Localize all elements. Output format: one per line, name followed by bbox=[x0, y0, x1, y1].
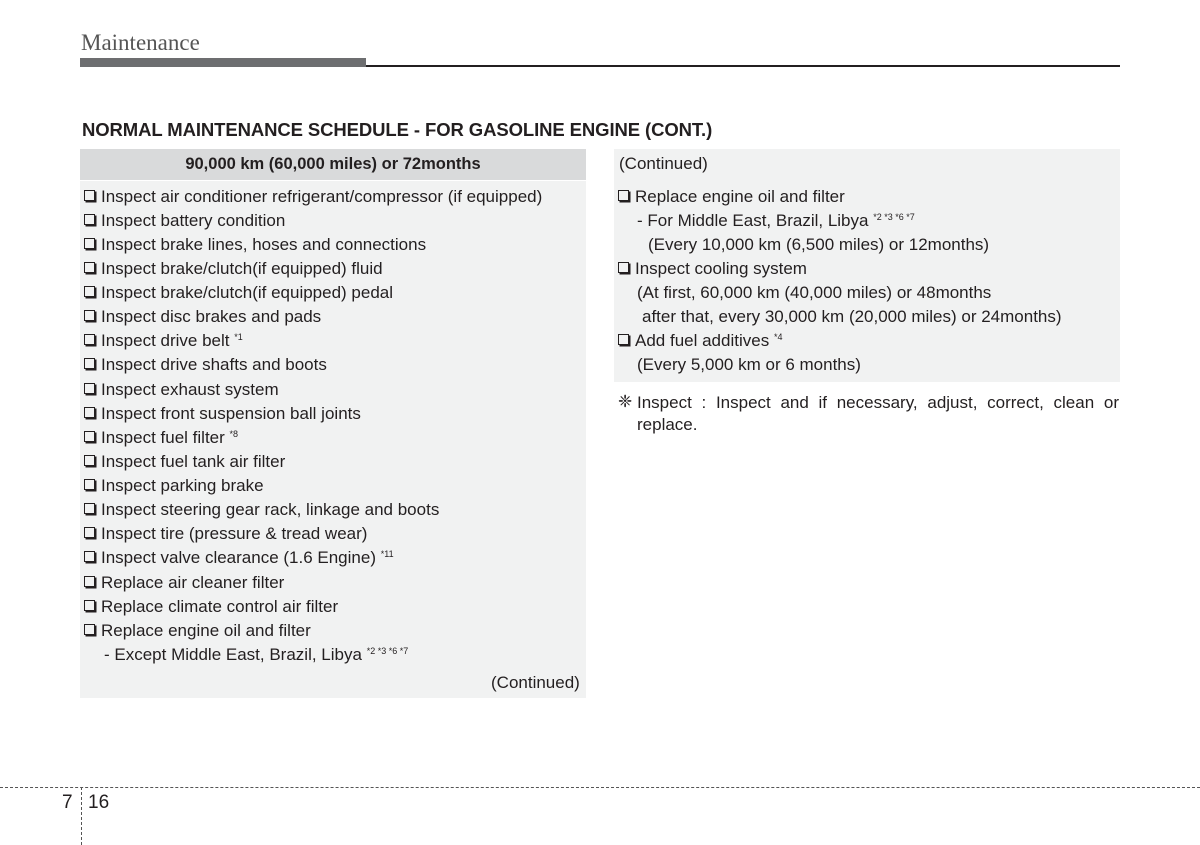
item-label: Add fuel additives bbox=[635, 331, 770, 350]
checkbox-icon bbox=[84, 431, 95, 442]
interval-text: (Every 10,000 km (6,500 miles) or 12months) bbox=[648, 235, 990, 254]
checkbox-icon bbox=[84, 383, 95, 394]
item-label: Inspect fuel tank air filter bbox=[101, 452, 286, 471]
interval-text: (Every 5,000 km or 6 months) bbox=[637, 355, 861, 374]
section-title: NORMAL MAINTENANCE SCHEDULE - FOR GASOLINE ENGINE (CONT.) bbox=[82, 119, 713, 140]
item-label: Inspect front suspension ball joints bbox=[101, 404, 361, 423]
checkbox-icon bbox=[84, 334, 95, 345]
list-item bbox=[82, 355, 327, 375]
page-number: 16 bbox=[88, 792, 110, 813]
item-label: Inspect brake/clutch(if equipped) pedal bbox=[101, 283, 394, 302]
header-rule-thick bbox=[80, 58, 366, 67]
list-item bbox=[82, 404, 361, 424]
list-sub-item bbox=[637, 211, 915, 231]
list-item bbox=[82, 548, 394, 568]
note-text: Inspect : Inspect and if necessary, adjust, correct, clean or replace. bbox=[637, 393, 1119, 434]
continued-label: (Continued) bbox=[491, 673, 580, 692]
footnote-ref: *2 *3 *6 *7 bbox=[873, 212, 915, 222]
list-item bbox=[82, 524, 367, 544]
list-item bbox=[82, 283, 393, 303]
chapter-number: 7 bbox=[62, 792, 73, 813]
list-item bbox=[82, 621, 311, 641]
checkbox-icon bbox=[84, 600, 95, 611]
note-symbol-icon: ❈ bbox=[618, 392, 633, 411]
item-label: Inspect drive belt bbox=[101, 331, 230, 350]
page-header-title: Maintenance bbox=[81, 30, 200, 55]
item-label: Inspect tire (pressure & tread wear) bbox=[101, 524, 368, 543]
item-label: Inspect cooling system bbox=[635, 259, 807, 278]
checkbox-icon bbox=[84, 503, 95, 514]
checkbox-icon bbox=[84, 527, 95, 538]
footer-divider bbox=[81, 787, 82, 845]
item-label: Inspect parking brake bbox=[101, 476, 264, 495]
list-item bbox=[82, 428, 238, 448]
checkbox-icon bbox=[84, 358, 95, 369]
checkbox-icon bbox=[84, 479, 95, 490]
checkbox-icon bbox=[618, 262, 629, 273]
checkbox-icon bbox=[84, 551, 95, 562]
item-label: Inspect drive shafts and boots bbox=[101, 355, 327, 374]
list-item bbox=[82, 187, 542, 207]
footnote-ref: *1 bbox=[234, 332, 243, 342]
list-item bbox=[82, 452, 285, 472]
list-item bbox=[82, 380, 279, 400]
list-item bbox=[82, 500, 439, 520]
footnote-ref: *11 bbox=[380, 549, 394, 559]
interval-text: after that, every 30,000 km (20,000 miles) or 24months) bbox=[642, 307, 1062, 326]
continued-heading: (Continued) bbox=[619, 154, 708, 173]
checkbox-icon bbox=[84, 214, 95, 225]
list-item bbox=[616, 331, 782, 351]
checkbox-icon bbox=[84, 286, 95, 297]
list-item bbox=[82, 573, 284, 593]
item-label: Replace climate control air filter bbox=[101, 597, 339, 616]
sub-item-label: - Except Middle East, Brazil, Libya bbox=[104, 645, 362, 664]
list-item bbox=[82, 331, 243, 351]
list-item bbox=[82, 476, 264, 496]
sub-item-label: - For Middle East, Brazil, Libya bbox=[637, 211, 869, 230]
checkbox-icon bbox=[84, 238, 95, 249]
checkbox-icon bbox=[618, 190, 629, 201]
checkbox-icon bbox=[84, 190, 95, 201]
footnote-ref: *2 *3 *6 *7 bbox=[366, 646, 409, 656]
list-item bbox=[82, 211, 285, 231]
list-item bbox=[82, 259, 383, 279]
item-label: Inspect valve clearance (1.6 Engine) bbox=[101, 548, 376, 567]
checkbox-icon bbox=[84, 310, 95, 321]
checkbox-icon bbox=[84, 624, 95, 635]
footer-rule bbox=[0, 787, 1200, 788]
footnote-ref: *8 bbox=[229, 429, 239, 439]
checkbox-icon bbox=[84, 576, 95, 587]
item-label: Replace engine oil and filter bbox=[101, 621, 311, 640]
item-label: Inspect steering gear rack, linkage and boots bbox=[101, 500, 440, 519]
item-label: Inspect fuel filter bbox=[101, 428, 225, 447]
checkbox-icon bbox=[84, 407, 95, 418]
list-item bbox=[82, 597, 338, 617]
footnote-ref: *4 bbox=[773, 332, 783, 342]
item-label: Replace air cleaner filter bbox=[101, 573, 285, 592]
list-sub-item bbox=[104, 645, 408, 665]
interval-heading: 90,000 km (60,000 miles) or 72months bbox=[80, 149, 586, 180]
item-label: Inspect exhaust system bbox=[101, 380, 279, 399]
checkbox-icon bbox=[618, 334, 629, 345]
checkbox-icon bbox=[84, 262, 95, 273]
item-label: Inspect battery condition bbox=[101, 211, 286, 230]
checkbox-icon bbox=[84, 455, 95, 466]
list-item bbox=[82, 235, 426, 255]
item-label: Inspect brake lines, hoses and connections bbox=[101, 235, 427, 254]
list-item bbox=[616, 187, 845, 207]
item-label: Replace engine oil and filter bbox=[635, 187, 845, 206]
item-label: Inspect disc brakes and pads bbox=[101, 307, 322, 326]
list-item bbox=[616, 259, 807, 279]
item-label: Inspect air conditioner refrigerant/compressor (if equipped) bbox=[101, 187, 543, 206]
header-rule-thin bbox=[366, 65, 1120, 67]
interval-text: (At first, 60,000 km (40,000 miles) or 48months bbox=[637, 283, 992, 302]
list-item bbox=[82, 307, 321, 327]
item-label: Inspect brake/clutch(if equipped) fluid bbox=[101, 259, 383, 278]
